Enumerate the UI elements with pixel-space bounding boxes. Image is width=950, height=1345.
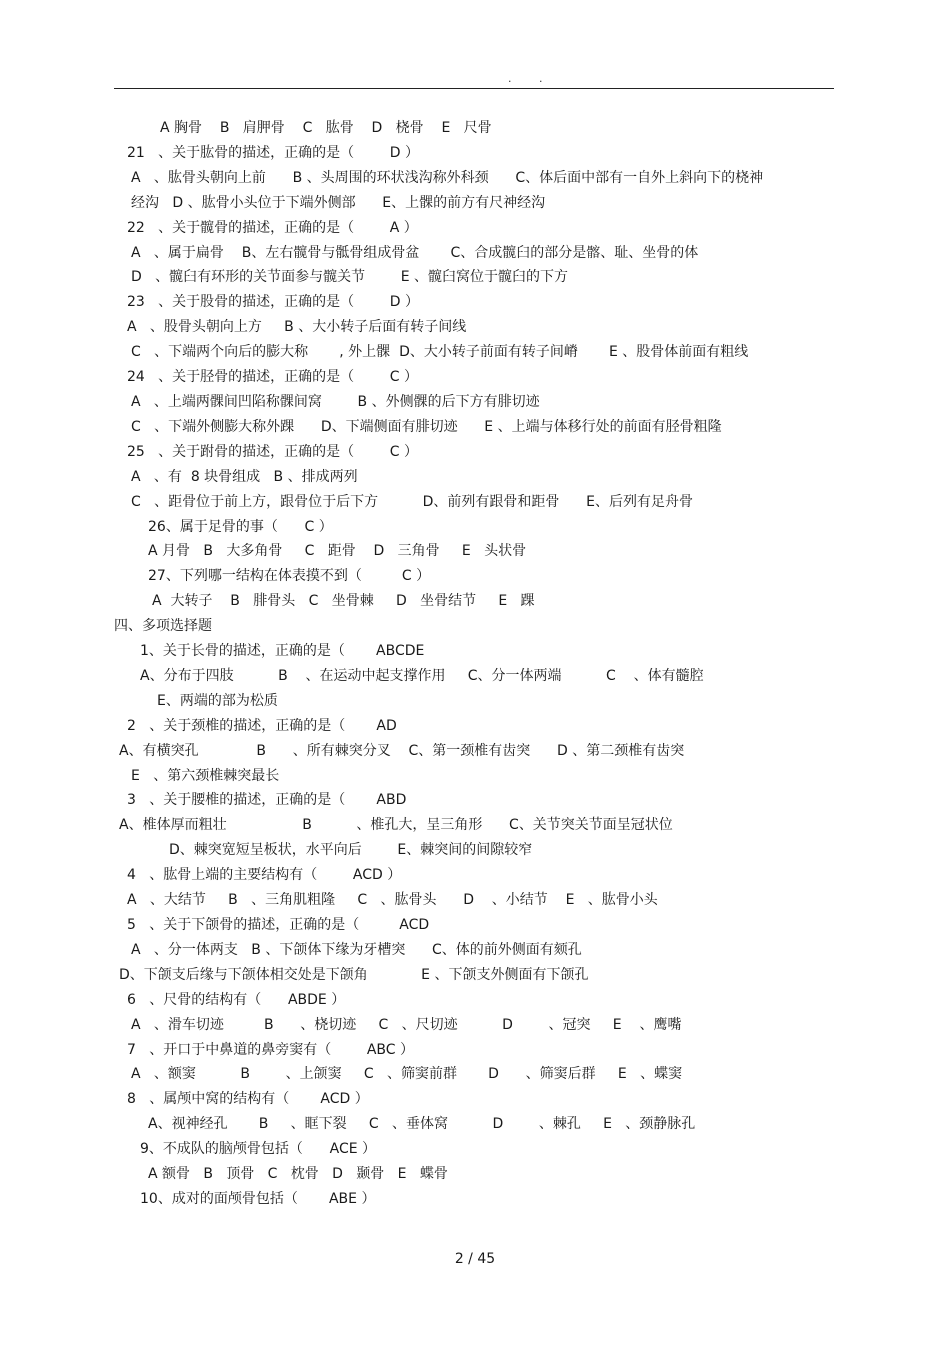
text-line: A 、有 8 块骨组成 B 、排成两列 [131,468,358,485]
text-line: C 、距骨位于前上方，跟骨位于后下方 D、前列有跟骨和距骨 E、后列有足舟骨 [131,493,693,510]
text-line: A 额骨 B 顶骨 C 枕骨 D 颞骨 E 蝶骨 [148,1166,448,1183]
document-body [0,116,950,1212]
text-line: E、两端的部为松质 [157,692,278,709]
text-line: A 、额窦 B 、上颌窦 C 、筛窦前群 D 、筛窦后群 E 、蝶窦 [131,1066,683,1083]
text-line: 25 、关于跗骨的描述，正确的是（ C ） [127,443,418,460]
text-line: A、椎体厚而粗壮 B 、椎孔大，呈三角形 C、关节突关节面呈冠状位 [119,817,673,834]
text-line: 3 、关于腰椎的描述，正确的是（ ABD [127,792,407,809]
text-line: 23 、关于股骨的描述，正确的是（ D ） [127,294,419,311]
text-line: 四、多项选择题 [114,618,212,635]
text-line: 6 、尺骨的结构有（ ABDE ） [127,991,346,1008]
text-line: 10、成对的面颅骨包括（ ABE ） [140,1190,376,1207]
text-line: A 、肱骨头朝向上前 B 、头周围的环状浅沟称外科颈 C、体后面中部有一自外上斜向下的桡神 [131,169,764,186]
text-line: 24 、关于胫骨的描述，正确的是（ C ） [127,369,418,386]
text-line: 22 、关于髋骨的描述，正确的是（ A ） [127,219,418,236]
text-line: 2 、关于颈椎的描述，正确的是（ AD [127,717,397,734]
text-line: 8 、属颅中窝的结构有（ ACD ） [127,1091,369,1108]
text-line: A 、滑车切迹 B 、桡切迹 C 、尺切迹 D 、冠突 E 、鹰嘴 [131,1016,682,1033]
text-line: 27、下列哪一结构在体表摸不到（ C ） [148,568,431,585]
text-line: A、视神经孔 B 、眶下裂 C 、垂体窝 D 、棘孔 E 、颈静脉孔 [148,1116,696,1133]
text-line: A 大转子 B 腓骨头 C 坐骨棘 D 坐骨结节 E 踝 [152,593,535,610]
header-dots: . . [508,72,555,85]
page-number: 2 / 45 [454,1251,496,1267]
text-line: D、棘突宽短呈板状，水平向后 E、棘突间的间隙较窄 [169,842,533,859]
text-line: D、下颌支后缘与下颌体相交处是下颌角 E 、下颌支外侧面有下颌孔 [119,966,589,983]
header-rule [114,88,834,89]
text-line: A、分布于四肢 B 、在运动中起支撑作用 C、分一体两端 C 、体有髓腔 [140,667,704,684]
text-line: A 、上端两髁间凹陷称髁间窝 B 、外侧髁的后下方有腓切迹 [131,393,540,410]
text-line: 26、属于足骨的事（ C ） [148,518,333,535]
text-line: 4 、肱骨上端的主要结构有（ ACD ） [127,867,402,884]
text-line: 5 、关于下颌骨的描述，正确的是（ ACD [127,917,430,933]
text-line: A 、属于扁骨 B、左右髋骨与骶骨组成骨盆 C、合成髋臼的部分是髂、耻、坐骨的体 [131,244,699,261]
text-line: C 、下端两个向后的膨大称 , 外上髁 D、大小转子前面有转子间嵴 E 、股骨体前面有粗线 [131,344,749,361]
text-line: A 胸骨 B 肩胛骨 C 肱骨 D 桡骨 E 尺骨 [160,120,492,136]
text-line: A 、分一体两支 B 、下颌体下缘为牙槽突 C、体的前外侧面有颏孔 [131,941,582,958]
text-line: 经沟 D 、肱骨小头位于下端外侧部 E、上髁的前方有尺神经沟 [131,194,546,211]
text-line: A 、股骨头朝向上方 B 、大小转子后面有转子间线 [127,319,467,336]
text-line: 7 、开口于中鼻道的鼻旁窦有（ ABC ） [127,1041,415,1058]
text-line: A 月骨 B 大多角骨 C 距骨 D 三角骨 E 头状骨 [148,543,527,560]
text-line: A 、大结节 B 、三角肌粗隆 C 、肱骨头 D 、小结节 E 、肱骨小头 [127,892,658,909]
text-line: 9、不成队的脑颅骨包括（ ACE ） [140,1141,377,1158]
text-line: D 、髋臼有环形的关节面参与髋关节 E 、髋臼窝位于髋臼的下方 [131,269,569,286]
text-line: A、有横突孔 B 、所有棘突分叉 C、第一颈椎有齿突 D 、第二颈椎有齿突 [119,742,685,759]
text-line: 21 、关于肱骨的描述，正确的是（ D ） [127,144,419,161]
text-line: E 、第六颈椎棘突最长 [131,767,280,784]
text-line: C 、下端外侧膨大称外踝 D、下端侧面有腓切迹 E 、上端与体移行处的前面有胫骨粗隆 [131,418,722,435]
text-line: 1、关于长骨的描述，正确的是（ ABCDE [140,643,425,660]
